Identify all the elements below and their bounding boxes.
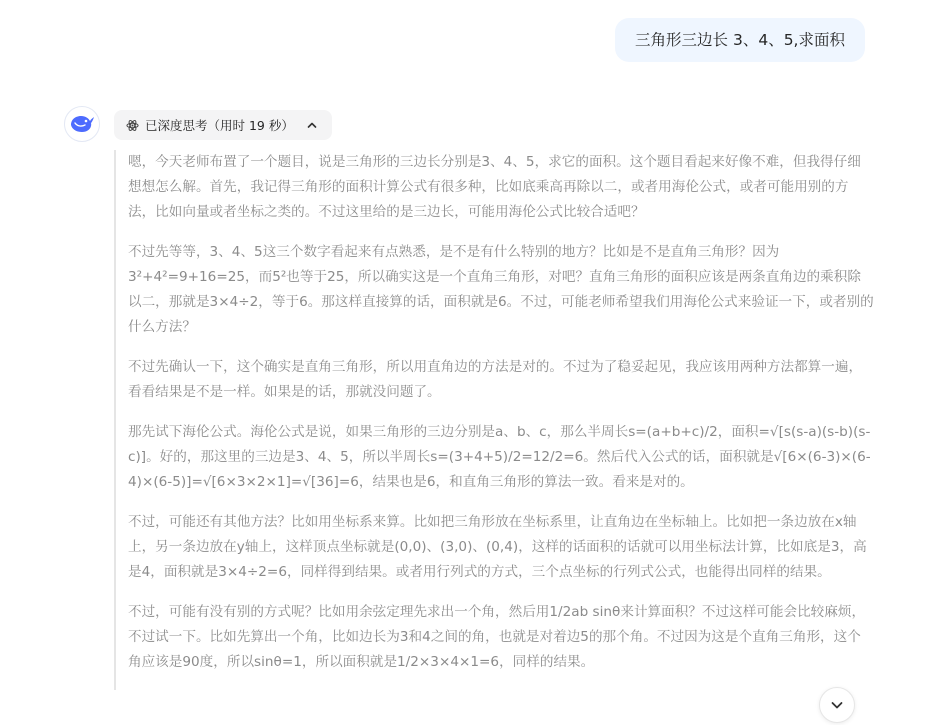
thinking-paragraph: 不过先等等，3、4、5这三个数字看起来有点熟悉，是不是有什么特别的地方？比如是不是直角三角形？因为3²+4²=9+16=25，而5²也等于25，所以确实这是一个直角三角形，对吧？直角三角形的面积应该是两条直角边的乘积除以二，那就是3×4÷2，等于6。那这样直接算的话，面积就是6。不过，可能老师希望我们用海伦公式来验证一下，或者别的什么方法？ [128, 244, 874, 335]
thinking-paragraph: 不过先确认一下，这个确实是直角三角形，所以用直角边的方法是对的。不过为了稳妥起见，我应该用两种方法都算一遍，看看结果是不是一样。如果是的话，那就没问题了。 [128, 359, 863, 400]
thinking-paragraph: 那先试下海伦公式。海伦公式是说，如果三角形的三边分别是a、b、c，那么半周长s=(a+b+c)/2，面积=√[s(s-a)(s-b)(s-c)]。好的，那这里的三边是3、4、5，所以半周长s=(3+4+5)/2=12/2=6。然后代入公式的话，面积就是√[6×(6-3)×(6-4)×(6-5)]=√[6×3×2×1]=√[36]=6，结果也是6，和直角三角形的算法一致。看来是对的。 [128, 424, 871, 490]
atom-icon [126, 119, 139, 132]
thinking-content [114, 150, 874, 690]
whale-logo-icon [69, 113, 95, 135]
thinking-paragraph: 不过，可能有没有别的方式呢？比如用余弦定理先求出一个角，然后用1/2ab sinθ来计算面积？不过这样可能会比较麻烦，不过试一下。比如先算出一个角，比如边长为3和4之间的角，也就是对着边5的那个角。不过因为这是个直角三角形，这个角应该是90度，所以sinθ=1，所以面积就是1/2×3×4×1=6，同样的结果。 [128, 604, 866, 670]
user-message-text: 三角形三边长 3、4、5,求面积 [635, 31, 845, 49]
scroll-to-bottom-button[interactable] [819, 687, 855, 723]
deep-think-toggle[interactable] [114, 110, 332, 140]
assistant-avatar [64, 106, 100, 142]
chevron-down-icon [829, 697, 845, 713]
user-message-bubble [615, 18, 865, 62]
thinking-paragraph: 不过，可能还有其他方法？比如用坐标系来算。比如把三角形放在坐标系里，让直角边在坐标轴上。比如把一条边放在x轴上，另一条边放在y轴上，这样顶点坐标就是(0,0)、(3,0)、(0,4)，这样的话面积的话就可以用坐标法计算，比如底是3，高是4，面积就是3×4÷2=6，同样得到结果。或者用行列式的方式，三个点坐标的行列式公式，也能得出同样的结果。 [128, 514, 867, 580]
deep-think-label: 已深度思考（用时 19 秒） [145, 118, 294, 133]
thinking-paragraph: 嗯，今天老师布置了一个题目，说是三角形的三边长分别是3、4、5，求它的面积。这个题目看起来好像不难，但我得仔细想想怎么解。首先，我记得三角形的面积计算公式有很多种，比如底乘高再除以二，或者用海伦公式，或者可能用别的方法，比如向量或者坐标之类的。不过这里给的是三边长，可能用海伦公式比较合适吧？ [128, 154, 861, 220]
chevron-up-icon [306, 119, 318, 131]
